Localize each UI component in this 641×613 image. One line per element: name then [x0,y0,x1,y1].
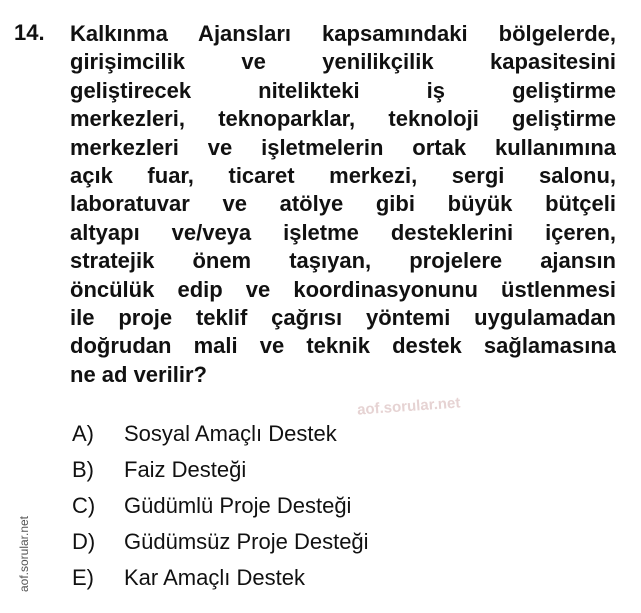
option-text: Güdümlü Proje Desteği [124,493,352,518]
option-letter: D) [72,529,96,554]
question-line: laboratuvar ve atölye gibi büyük bütçeli [70,191,616,217]
question-line: doğrudan mali ve teknik destek sağlamasına [70,333,616,359]
question-line: merkezleri, teknoparklar, teknoloji geliştirme [70,106,616,132]
watermark-side: aof.sorular.net [17,515,31,593]
option-d[interactable] [72,524,369,560]
option-a[interactable] [72,416,369,452]
question-line: altyapı ve/veya işletme desteklerini içeren, [70,219,616,245]
question-line: ile proje teklif çağrısı yöntemi uygulamadan [70,305,616,331]
option-letter: A) [72,421,94,446]
answer-options [72,416,369,596]
option-e[interactable] [72,560,369,596]
question-line: geliştirecek nitelikteki iş geliştirme [70,77,616,103]
option-letter: E) [72,565,94,590]
question-line: stratejik önem taşıyan, projelere ajansın [70,248,616,274]
question-text [70,20,616,389]
option-text: Kar Amaçlı Destek [124,565,305,590]
question-line: Kalkınma Ajansları kapsamındaki bölgelerde, [70,21,616,46]
option-text: Faiz Desteği [124,457,247,482]
option-b[interactable] [72,452,369,488]
question-line: merkezleri ve işletmelerin ortak kullanımına [70,134,616,160]
option-text: Sosyal Amaçlı Destek [124,421,337,446]
option-letter: B) [72,457,94,482]
question-number: 14. [14,20,45,45]
watermark-center: aof.sorular.net [356,394,461,419]
option-letter: C) [72,493,96,518]
question-line: girişimcilik ve yenilikçilik kapasitesini [70,49,616,75]
option-c[interactable] [72,488,369,524]
question-line: ne ad verilir? [70,361,207,387]
option-text: Güdümsüz Proje Desteği [124,529,369,554]
question-line: açık fuar, ticaret merkezi, sergi salonu, [70,163,616,189]
question-line: öncülük edip ve koordinasyonunu üstlenmesi [70,276,616,302]
